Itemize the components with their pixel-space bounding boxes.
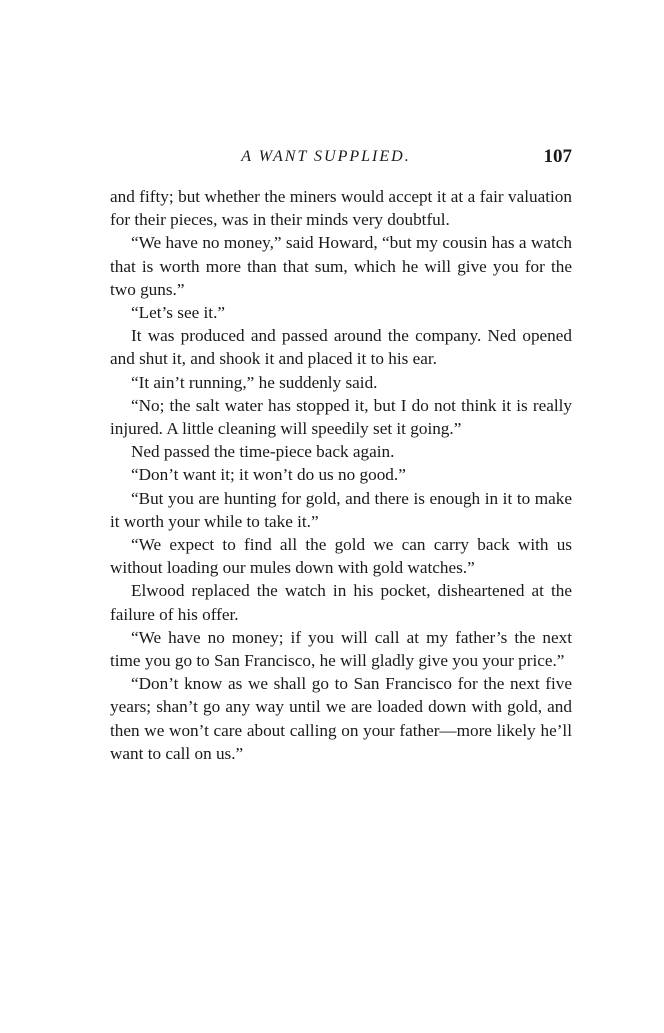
- paragraph: “It ain’t running,” he suddenly said.: [131, 372, 378, 392]
- paragraph: “We have no money,” said Howard, “but my cousin has a watch that is worth more than that sum, which he will give you for the two guns.”: [110, 233, 572, 299]
- paragraph: Ned passed the time-piece back again.: [131, 442, 395, 462]
- paragraph: “But you are hunting for gold, and there is enough in it to make it worth your while to take it.”: [110, 488, 572, 531]
- paragraph: “We expect to find all the gold we can carry back with us without loading our mules down with gold watches.”: [110, 535, 572, 578]
- page-number: 107: [543, 146, 572, 167]
- chapter-title: A WANT SUPPLIED.: [241, 148, 411, 165]
- paragraph: It was produced and passed around the company. Ned opened and shut it, and shook it and placed it to his ear.: [110, 326, 572, 369]
- paragraph: “Don’t know as we shall go to San Francisco for the next five years; shan’t go any way until we are loaded down with gold, and then we won’t care about calling on your father—more likely he’ll want to call on us.”: [110, 674, 572, 763]
- paragraph: “Don’t want it; it won’t do us no good.”: [131, 465, 406, 485]
- running-head: [110, 143, 572, 171]
- paragraph: Elwood replaced the watch in his pocket, disheartened at the failure of his offer.: [110, 581, 572, 624]
- body-text: [110, 185, 572, 765]
- paragraph: “No; the salt water has stopped it, but I do not think it is really injured. A little cleaning will speedily set it going.”: [110, 395, 572, 439]
- paragraph: “We have no money; if you will call at my father’s the next time you go to San Francisco, he will gladly give you your price.”: [110, 627, 572, 671]
- paragraph: “Let’s see it.”: [131, 303, 226, 323]
- paragraph: and fifty; but whether the miners would accept it at a fair valuation for their pieces, was in their minds very doubtful.: [110, 187, 572, 230]
